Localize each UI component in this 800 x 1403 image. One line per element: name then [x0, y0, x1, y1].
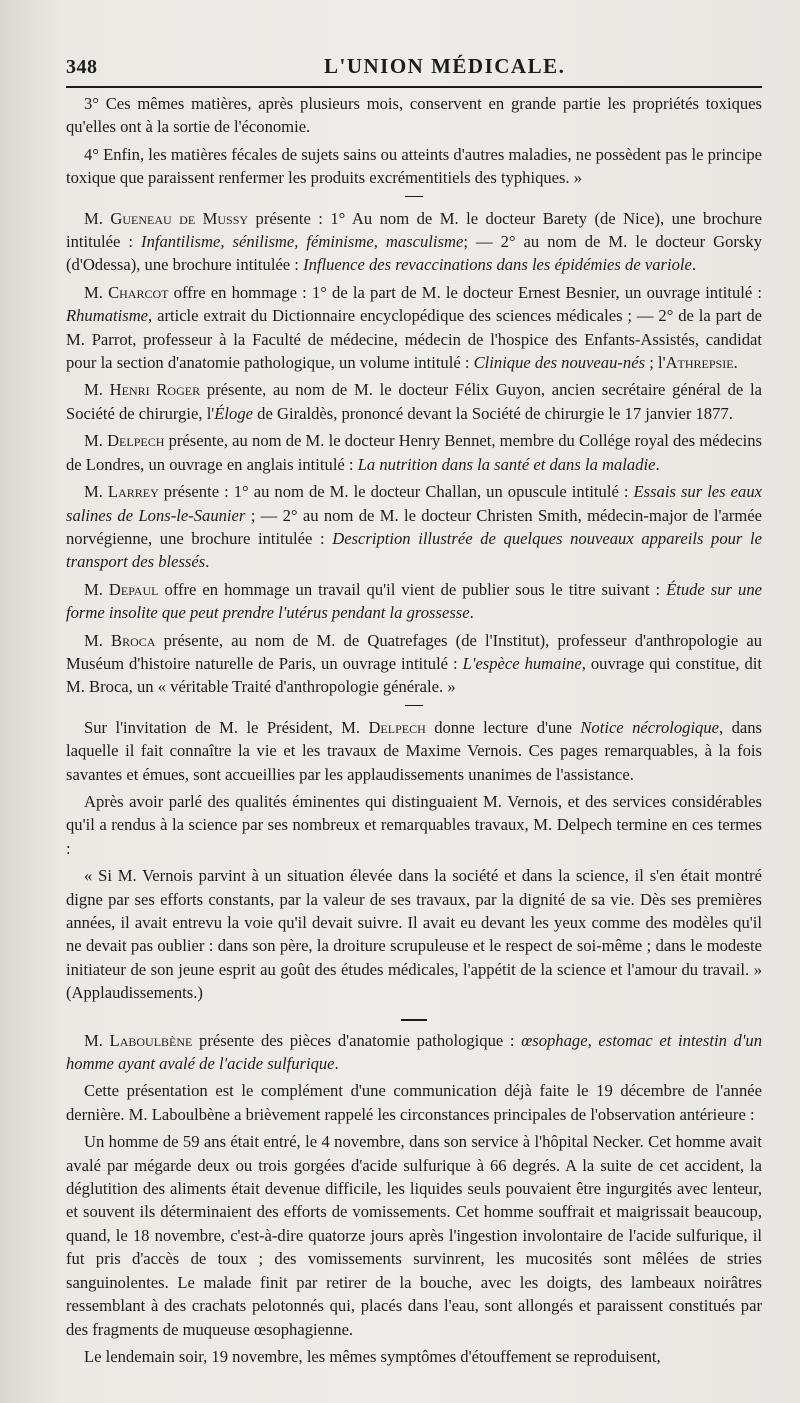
paragraph: M. Larrey présente : 1° au nom de M. le docteur Challan, un opuscule intitulé : Essais sur les eaux salines de Lons-le-Saunier ; — 2° au nom de M. le docteur Christen Smith, médecin-major de l'armée norvégienne, une brochure intitulée : Description illustrée de quelques nouveaux appareils pour le transport des blessés. [66, 482, 763, 572]
paragraph: Un homme de 59 ans était entré, le 4 novembre, dans son service à l'hôpital Necker. Cet homme avait avalé par mégarde deux ou trois gorgées d'acide sulfurique à 66 degrés. A la suite de cet accident, la déglutition des aliments était devenue difficile, les liquides seuls pouvaient être ingurgités avec lenteur, et souvent ils déterminaient des efforts de vomissements. Cet homme souffrait et maigrissait beaucoup, quand, le 18 novembre, c'est-à-dire quatorze jours après l'ingestion involontaire de l'acide sulfurique, il fut pris d'accès de toux ; des vomissements survinrent, les mucosités sont mêlées de stries sanguinolentes. Le malade finit par retirer de la bouche, avec les doigts, des lambeaux noirâtres ressemblant à des crachats pelotonnés qui, placés dans l'eau, sont allongés et paraissent constitués par des fragments de muqueuse œsophagienne. [66, 1132, 762, 1339]
work-title: Influence des revaccinations dans les épidémies de variole [303, 255, 692, 275]
work-title: Essais sur les eaux salines de Lons-le-Saunier [66, 482, 762, 525]
page-header [66, 44, 762, 84]
section-separator [405, 705, 423, 706]
speaker-name: M. Broca [84, 630, 156, 650]
paragraph: Le lendemain soir, 19 novembre, les mêmes symptômes d'étouffement se reproduisent, [84, 1346, 661, 1366]
work-title: Rhumatisme [66, 306, 149, 326]
header-rule [66, 86, 762, 88]
paragraph: M. Charcot offre en hommage : 1° de la part de M. le docteur Ernest Besnier, un ouvrage intitulé : Rhumatisme, article extrait du Dictionnaire encyclopédique des sciences médicales ; — 2° de la part de M. Parrot, professeur à la Faculté de médecine, médecin de l'hospice des Enfants-Assistés, candidat pour la section d'anatomie pathologique, un volume intitulé : Clinique des nouveau-nés ; l'Athrepsie. [66, 282, 762, 373]
work-title: La nutrition dans la santé et dans la maladie [357, 454, 656, 474]
body-text [66, 92, 762, 1368]
paragraph: Sur l'invitation de M. le Président, M. Delpech donne lecture d'une Notice nécrologique, dans laquelle il fait connaître la vie et les travaux de Maxime Vernois. Ces pages remarquables, à la fois savantes et émues, sont accueillies par les applaudissements unanimes de l'assistance. [66, 717, 763, 784]
paragraph: M. Broca présente, au nom de M. de Quatrefages (de l'Institut), professeur d'anthropologie au Muséum d'histoire naturelle de Paris, un ouvrage intitulé : L'espèce humaine, ouvrage qui constitue, dit M. Broca, un « véritable Traité d'anthropologie générale. » [66, 630, 762, 697]
work-title: Clinique des nouveau-nés [473, 353, 646, 373]
speaker-name: M. Depaul [84, 579, 159, 599]
speaker-name: M. Gueneau de Mussy [84, 208, 249, 228]
speaker-name: M. Delpech [84, 431, 165, 451]
quotation: « Si M. Vernois parvint à un situation élevée dans la société et dans la science, il s'en était montré digne par ses efforts constants, par la valeur de ses travaux, par la dignité de sa vie. Dès ses premières années, il avait entrevu la voie qu'il devait suivre. Il avait eu devant les yeux comme des modèles qu'il ne devait pas oublier : dans son père, la droiture scrupuleuse et le respect de soi-même ; dans le modeste initiateur de son jeune esprit au goût des études médicales, l'appétit de la science et l'amour du travail. » (Applaudissements.) [66, 866, 762, 1003]
section-separator [405, 196, 423, 197]
speaker-name: M. Larrey [84, 482, 159, 502]
work-title: Description illustrée de quelques nouveaux appareils pour le transport des blessés [66, 528, 762, 572]
paragraph: 3° Ces mêmes matières, après plusieurs mois, conservent en grande partie les propriétés toxiques qu'elles ont à la sortie de l'économie. [66, 94, 762, 137]
work-title: œsophage, estomac et intestin d'un homme ayant avalé de l'acide sulfurique [66, 1030, 762, 1074]
paragraph: Cette présentation est le complément d'une communication déjà faite le 19 décembre de l'année dernière. M. Laboulbène a brièvement rappelé les circonstances principales de l'observation antérieure : [66, 1081, 762, 1124]
section-separator [401, 1019, 427, 1021]
work-title: Éloge [214, 403, 254, 423]
paragraph: Après avoir parlé des qualités éminentes qui distinguaient M. Vernois, et des services considérables qu'il a rendus à la science par ses nombreux et remarquables travaux, M. Delpech termine en ces termes : [66, 791, 762, 858]
work-subtitle: Athrepsie [665, 353, 734, 373]
paragraph: M. Depaul offre en hommage un travail qu'il vient de publier sous le titre suivant : Étude sur une forme insolite que peut prendre l'utérus pendant la grossesse. [66, 579, 762, 623]
speaker-name: M. Charcot [84, 282, 169, 302]
paragraph: M. Gueneau de Mussy présente : 1° Au nom de M. le docteur Barety (de Nice), une brochure intitulée : Infantilisme, sénilisme, féminisme, masculisme; — 2° au nom de M. le docteur Gorsky (d'Odessa), une brochure intitulée : Influence des revaccinations dans les épidémies de variole. [66, 208, 762, 275]
paragraph: M. Laboulbène présente des pièces d'anatomie pathologique : œsophage, estomac et intestin d'un homme ayant avalé de l'acide sulfurique. [66, 1030, 762, 1074]
speaker-name: M. Henri Roger [84, 380, 201, 400]
paragraph: M. Henri Roger présente, au nom de M. le docteur Félix Guyon, ancien secrétaire général de la Société de chirurgie, l'Éloge de Giraldès, prononcé devant la Société de chirurgie le 17 janvier 1877. [66, 380, 763, 423]
paragraph: M. Delpech présente, au nom de M. le docteur Henry Bennet, membre du Collége royal des médecins de Londres, un ouvrage en anglais intitulé : La nutrition dans la santé et dans la maladie. [66, 431, 762, 474]
work-title: Notice nécrologique [580, 717, 720, 737]
page-number: 348 [66, 56, 98, 78]
work-title: Étude sur une forme insolite que peut prendre l'utérus pendant la grossesse [66, 579, 762, 623]
work-title: Infantilisme, sénilisme, féminisme, masculisme [141, 232, 464, 252]
running-head: L'UNION MÉDICALE. [324, 54, 566, 78]
paragraph: 4° Enfin, les matières fécales de sujets sains ou atteints d'autres maladies, ne possèdent pas le principe toxique que paraissent renfermer les produits excrémentitiels des typhiques. » [66, 144, 762, 188]
work-title: L'espèce humaine [462, 653, 582, 673]
speaker-name: M. Laboulbène [84, 1030, 193, 1050]
speaker-name: Delpech [368, 717, 426, 737]
